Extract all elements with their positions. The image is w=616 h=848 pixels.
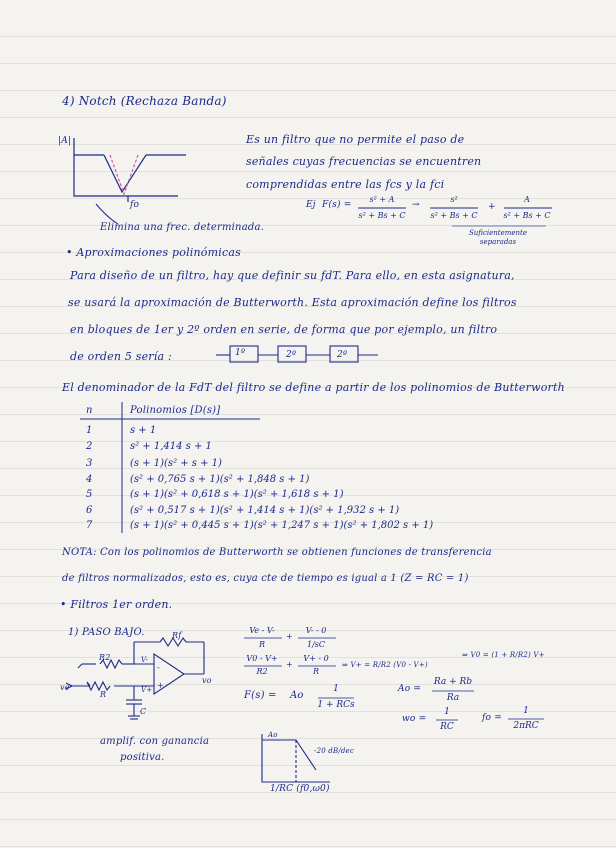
label-vpos: V+ (141, 686, 153, 694)
graph-x-label: 1/RC (f0,ω0) (270, 784, 330, 794)
eq1-num: Ve - V- (249, 626, 275, 635)
graph-slope-label: -20 dB/dec (314, 747, 355, 755)
tf-alt2-den: s² + Bs + C (503, 211, 551, 220)
eq2-num: V0 - V+ (246, 654, 278, 663)
eq2-mid-den: R (312, 667, 320, 676)
wo-lhs: wo = (402, 714, 427, 724)
table-intro: El denominador de la FdT del filtro se define a partir de los polinomios de Butterworth (62, 381, 565, 394)
label-r: R (100, 690, 107, 699)
table-row-poly: (s + 1)(s² + 0,445 s + 1)(s² + 1,247 s + 1)(s² + 1,802 s + 1) (130, 520, 434, 531)
label-vo: vo (202, 676, 212, 685)
label-vneg: V- (141, 656, 149, 664)
label-r2: R2 (99, 653, 111, 662)
table-row-n: 1 (86, 425, 93, 436)
table-header-poly: Polinomios [D(s)] (130, 405, 221, 416)
eq2-rhs-2: ⇒ V0 = (1 + R/R2) V+ (462, 651, 545, 659)
table-row-poly: (s² + 0,517 s + 1)(s² + 1,414 s + 1)(s² + 1,932 s + 1) (130, 505, 400, 516)
lowpass-circuit (66, 638, 204, 719)
circuit-caption-2: positiva. (120, 752, 165, 763)
bode-sketch (262, 734, 330, 782)
table-row-n: 2 (86, 441, 93, 452)
eq2-plus: + (286, 660, 293, 669)
axis-label-a: |A| (58, 136, 72, 146)
ft-ao: Ao (290, 690, 304, 701)
block-1-label: 1º (235, 348, 246, 358)
eq1-mid-num: V- - 0 (305, 626, 327, 635)
label-plus: + (157, 681, 164, 690)
section-heading: 4) Notch (Rechaza Banda) (62, 94, 227, 108)
tf-lhs: F(s) = (322, 200, 352, 210)
notch-graph (74, 138, 186, 224)
ft-num: 1 (333, 684, 339, 694)
label-minus: - (157, 663, 160, 672)
table-row-poly: s + 1 (130, 425, 157, 436)
approx-paragraph-2: se usará la aproximación de Butterworth. Esta aproximación define los filtros (68, 296, 517, 309)
table-row-n: 5 (86, 489, 93, 500)
block-2-label: 2º (286, 350, 297, 360)
label-c: C (140, 707, 147, 716)
tf-note-line-2: separadas (479, 238, 517, 246)
tf-arrow: → (412, 200, 420, 210)
table-header-n: n (86, 405, 93, 416)
fo-label: fo (130, 200, 140, 210)
eq1-mid-den: 1/sC (306, 640, 325, 649)
tf-note-line-1: Suficientemente (469, 229, 527, 237)
approx-title: • Aproximaciones polinómicas (66, 246, 241, 259)
table-row-poly: (s + 1)(s² + 0,618 s + 1)(s² + 1,618 s + 1) (130, 489, 344, 500)
intro-line-2: señales cuyas frecuencias se encuentren (246, 155, 482, 168)
fo-den: 2πRC (513, 721, 539, 731)
ao-lhs: Ao = (398, 684, 422, 694)
nota-line-2: de filtros normalizados, esto es, cuya cte de tiempo es igual a 1 (Z = RC = 1) (62, 573, 469, 584)
block-3-label: 2º (337, 350, 348, 360)
low-pass-subtitle: 1) PASO BAJO. (68, 627, 145, 638)
approx-paragraph-3: en bloques de 1er y 2º orden en serie, de forma que por ejemplo, un filtro (70, 323, 498, 336)
fo-num: 1 (523, 706, 529, 716)
eq2-mid-num: V+ - 0 (303, 654, 329, 663)
tf-prefix: Ej (306, 200, 316, 210)
circuit-caption-1: amplif. con ganancia (100, 736, 210, 747)
table-row-n: 6 (86, 505, 93, 516)
wo-num: 1 (444, 707, 450, 717)
ao-den: Ra (446, 693, 460, 703)
table-row-n: 7 (86, 520, 93, 531)
eq1-plus: + (286, 632, 293, 641)
approx-paragraph-1: Para diseño de un filtro, hay que definir su fdT. Para ello, en esta asignatura, (70, 269, 515, 282)
eq1-den: R (258, 640, 266, 649)
ft-den: 1 + RCs (317, 700, 355, 710)
label-ve: ve (60, 683, 70, 692)
eq2-rhs: ⇒ V+ = R/R2 (V0 - V+) (342, 661, 428, 669)
table-row-n: 4 (86, 474, 93, 485)
ao-num: Ra + Rb (433, 677, 473, 687)
fo-lhs: fo = (482, 713, 502, 723)
cascade-blocks (216, 346, 378, 362)
eq2-den: R2 (256, 667, 268, 676)
table-row-poly: s² + 1,414 s + 1 (130, 441, 212, 452)
tf-plus: + (488, 202, 496, 212)
table-row-poly: (s + 1)(s² + s + 1) (130, 458, 222, 469)
intro-caption: Elimina una frec. determinada. (100, 222, 264, 233)
table-row-n: 3 (86, 458, 93, 469)
tf-alt1-num: s² (450, 195, 458, 204)
graph-ao-label: Ao (268, 731, 278, 739)
ft-lhs: F(s) = (244, 690, 277, 701)
tf-denominator: s² + Bs + C (358, 211, 406, 220)
table-row-poly: (s² + 0,765 s + 1)(s² + 1,848 s + 1) (130, 474, 310, 485)
approx-paragraph-4: de orden 5 sería : (70, 350, 172, 363)
wo-den: RC (440, 722, 454, 732)
tf-alt1-den: s² + Bs + C (430, 211, 478, 220)
intro-line-1: Es un filtro que no permite el paso de (246, 133, 465, 146)
table-lines (80, 402, 260, 533)
tf-numerator: s² + A (369, 195, 395, 204)
first-order-title: • Filtros 1er orden. (60, 598, 173, 611)
tf-alt2-num: A (524, 195, 530, 204)
label-rf: Rf (172, 631, 182, 640)
intro-line-3: comprendidas entre las fcs y la fci (246, 178, 445, 191)
nota-line-1: NOTA: Con los polinomios de Butterworth se obtienen funciones de transferencia (62, 547, 492, 558)
